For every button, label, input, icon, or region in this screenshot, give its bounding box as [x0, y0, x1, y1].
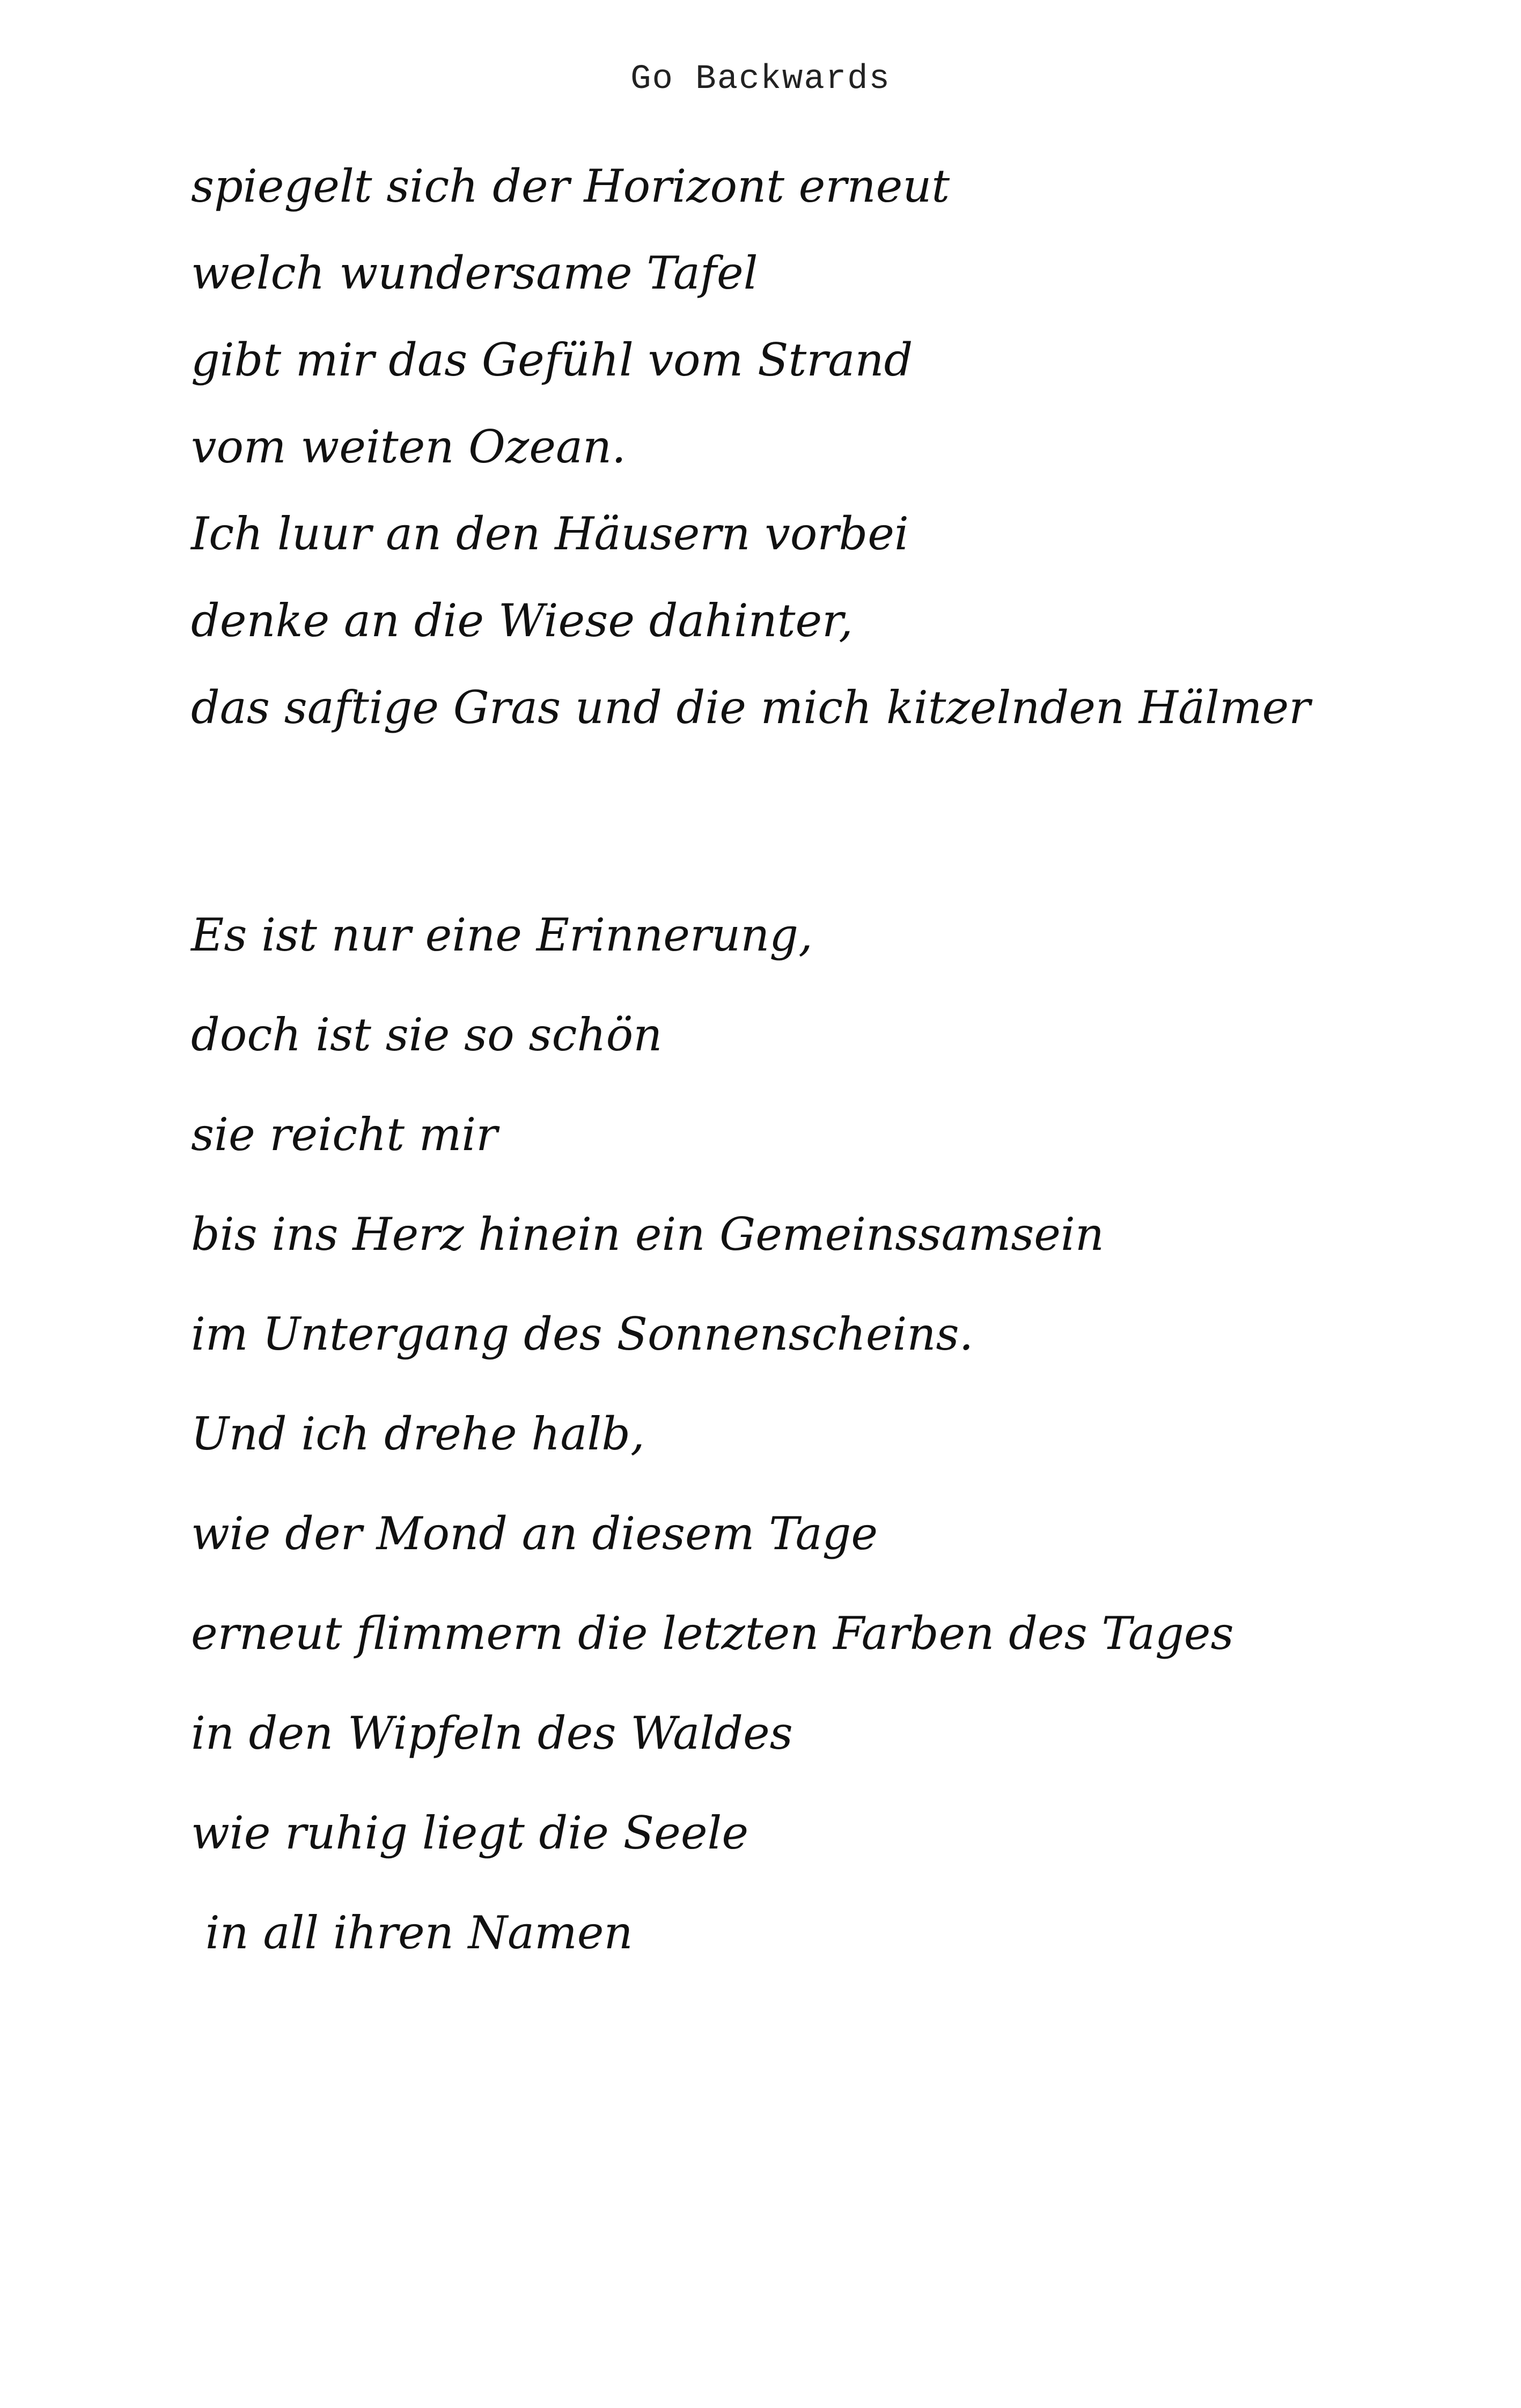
poem-line: das saftige Gras und die mich kitzelnden Hälmer	[191, 681, 1311, 734]
poem-line: welch wundersame Tafel	[191, 247, 758, 299]
poem-line: Es ist nur eine Erinnerung,	[191, 909, 813, 961]
poem-stanza-1	[191, 143, 1310, 751]
poem-line: in all ihren Namen	[191, 1906, 633, 1959]
poem-stanza-2	[191, 885, 1234, 1983]
poem-line: wie der Mond an diesem Tage	[191, 1507, 878, 1560]
poem-line: in den Wipfeln des Waldes	[191, 1707, 793, 1759]
poem-line: wie ruhig liegt die Seele	[191, 1807, 749, 1859]
poem-line: denke an die Wiese dahinter,	[191, 594, 853, 647]
poem-line: gibt mir das Gefühl vom Strand	[191, 334, 913, 386]
poem-line: Und ich drehe halb,	[191, 1408, 645, 1460]
poem-line: sie reicht mir	[191, 1108, 498, 1161]
poem-line: erneut flimmern die letzten Farben des Tages	[191, 1607, 1234, 1660]
poem-line: Ich luur an den Häusern vorbei	[191, 507, 909, 560]
poem-line: im Untergang des Sonnenscheins.	[191, 1308, 974, 1360]
poem-line: spiegelt sich der Horizont erneut	[191, 160, 950, 212]
page-header-title: Go Backwards	[630, 60, 891, 99]
poem-line: bis ins Herz hinein ein Gemeinssamsein	[191, 1208, 1104, 1261]
poem-line: vom weiten Ozean.	[191, 421, 626, 473]
poem-line: doch ist sie so schön	[191, 1008, 663, 1061]
